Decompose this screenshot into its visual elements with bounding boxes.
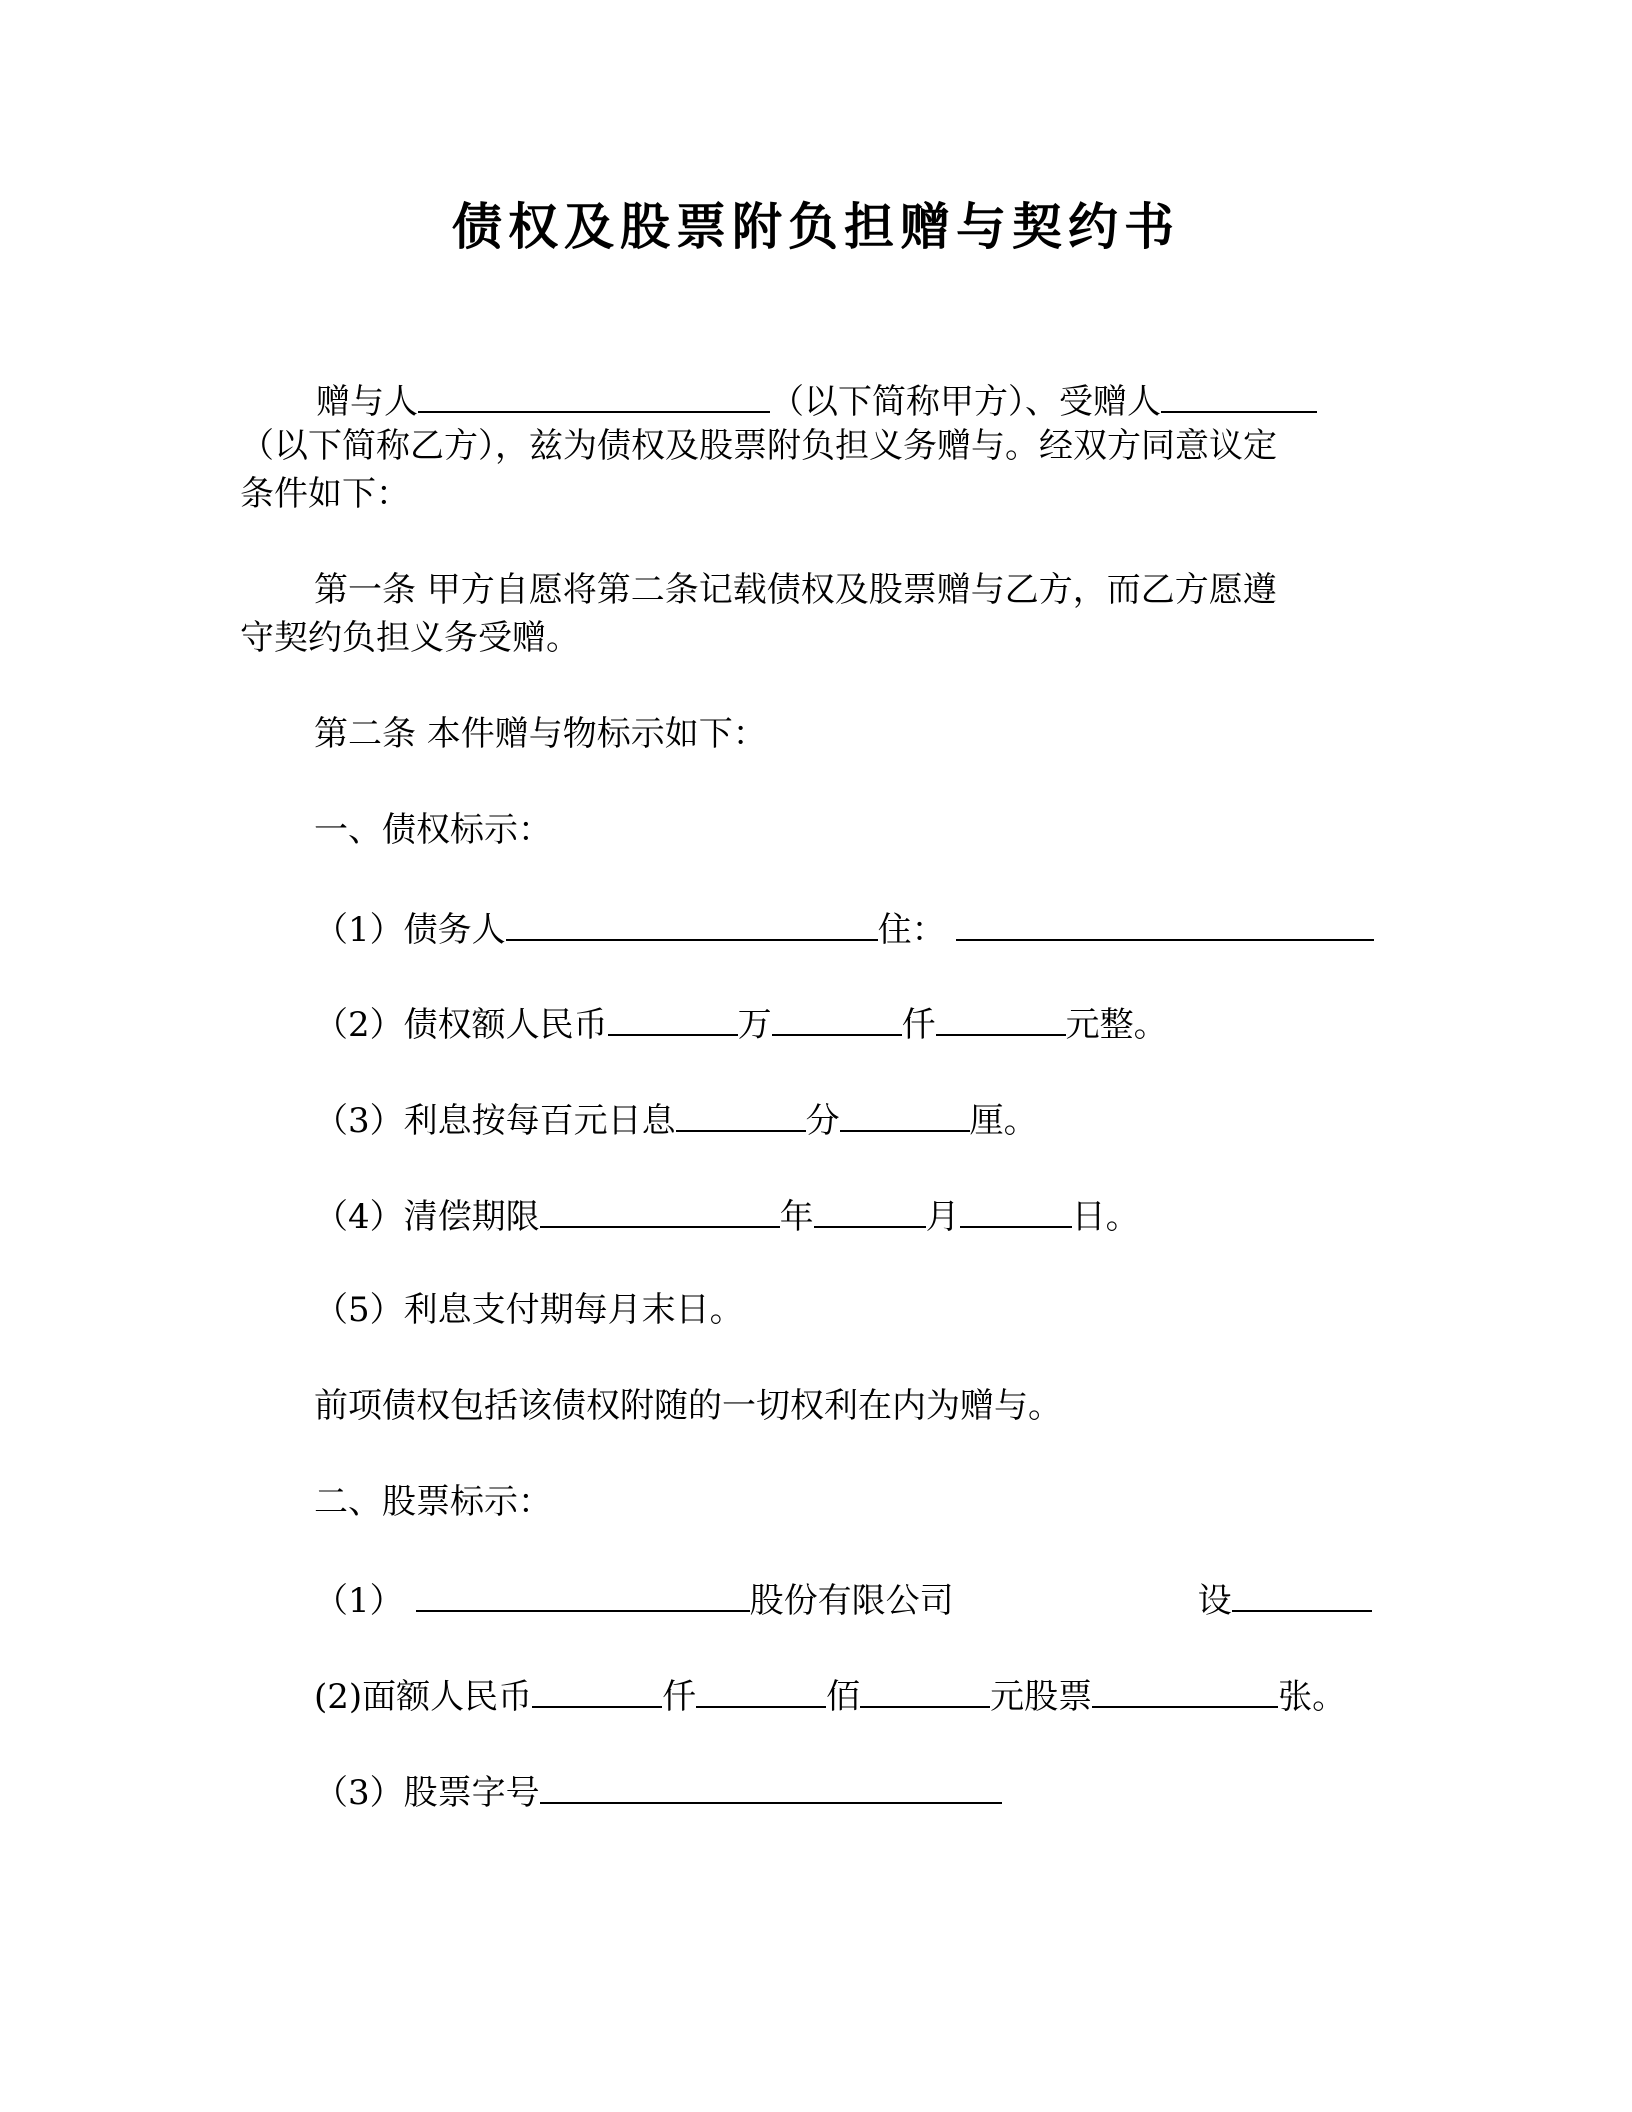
stock-number-line <box>314 1766 1002 1817</box>
intro-line-2: （以下简称乙方），兹为债权及股票附负担义务赠与。经双方同意议定 <box>240 426 1277 466</box>
article1-line-2: 守契约负担义务受赠。 <box>240 618 580 658</box>
zhang-label: 张。 <box>1278 1677 1347 1717</box>
company-item-label: （1） <box>314 1581 404 1621</box>
interest-payment-line: （5）利息支付期每月末日。 <box>314 1290 744 1330</box>
claim-rights-note: 前项债权包括该债权附随的一切权利在内为赠与。 <box>314 1386 1062 1426</box>
qian-label: 仟 <box>662 1677 697 1717</box>
face-yuan-blank[interactable] <box>860 1670 990 1708</box>
wan-label: 万 <box>737 1005 772 1045</box>
claim-qian-blank[interactable] <box>772 998 902 1036</box>
stock-number-label: （3）股票字号 <box>314 1773 540 1813</box>
donor-label: 赠与人 <box>316 382 418 422</box>
stock-yuan-label: 元股票 <box>990 1677 1093 1717</box>
repayment-month-blank[interactable] <box>814 1190 926 1228</box>
yuan-label: 元整。 <box>1065 1005 1168 1045</box>
donor-name-blank[interactable] <box>418 375 770 413</box>
debtor-name-blank[interactable] <box>506 903 878 941</box>
interest-rate-line <box>314 1094 1038 1145</box>
year-label: 年 <box>779 1197 814 1237</box>
repayment-day-blank[interactable] <box>960 1190 1072 1228</box>
qian-label: 仟 <box>901 1005 936 1045</box>
company-line <box>314 1574 1372 1625</box>
intro-line-1 <box>316 375 1317 426</box>
day-label: 日。 <box>1071 1197 1140 1237</box>
intro-line-3: 条件如下： <box>240 474 410 514</box>
repayment-year-blank[interactable] <box>540 1190 780 1228</box>
section2-heading: 二、股票标示： <box>314 1482 552 1522</box>
face-bai-blank[interactable] <box>696 1670 826 1708</box>
interest-li-blank[interactable] <box>840 1094 970 1132</box>
company-location-blank[interactable] <box>1232 1574 1372 1612</box>
bai-label: 佰 <box>826 1677 861 1717</box>
interest-rate-label: （3）利息按每百元日息 <box>314 1101 676 1141</box>
interest-fen-blank[interactable] <box>676 1094 806 1132</box>
page-title: 债权及股票附负担赠与契约书 <box>452 197 1180 256</box>
address-blank[interactable] <box>956 903 1374 941</box>
article2-heading: 第二条 本件赠与物标示如下： <box>314 714 767 754</box>
li-label: 厘。 <box>969 1101 1038 1141</box>
face-value-label: (2)面额人民币 <box>314 1677 533 1717</box>
donee-name-blank[interactable] <box>1161 375 1317 413</box>
debtor-label: （1）债务人 <box>314 910 506 950</box>
claim-wan-blank[interactable] <box>608 998 738 1036</box>
claim-yuan-blank[interactable] <box>936 998 1066 1036</box>
stock-face-value-line <box>314 1670 1346 1721</box>
section1-heading: 一、债权标示： <box>314 810 552 850</box>
address-label: 住： <box>877 910 946 950</box>
fen-label: 分 <box>805 1101 840 1141</box>
month-label: 月 <box>925 1197 960 1237</box>
stock-number-blank[interactable] <box>540 1766 1002 1804</box>
she-label: 设 <box>1197 1581 1232 1621</box>
debtor-line <box>314 903 1374 954</box>
company-name-blank[interactable] <box>416 1574 750 1612</box>
article1-line-1: 第一条 甲方自愿将第二条记载债权及股票赠与乙方，而乙方愿遵 <box>314 570 1277 610</box>
claim-amount-label: （2）债权额人民币 <box>314 1005 608 1045</box>
face-qian-blank[interactable] <box>532 1670 662 1708</box>
party-a-note: （以下简称甲方）、受赠人 <box>770 382 1161 422</box>
claim-amount-line <box>314 998 1168 1049</box>
repayment-term-line <box>314 1190 1140 1241</box>
company-suffix: 股份有限公司 <box>749 1581 954 1621</box>
repayment-term-label: （4）清偿期限 <box>314 1197 540 1237</box>
stock-count-blank[interactable] <box>1092 1670 1278 1708</box>
